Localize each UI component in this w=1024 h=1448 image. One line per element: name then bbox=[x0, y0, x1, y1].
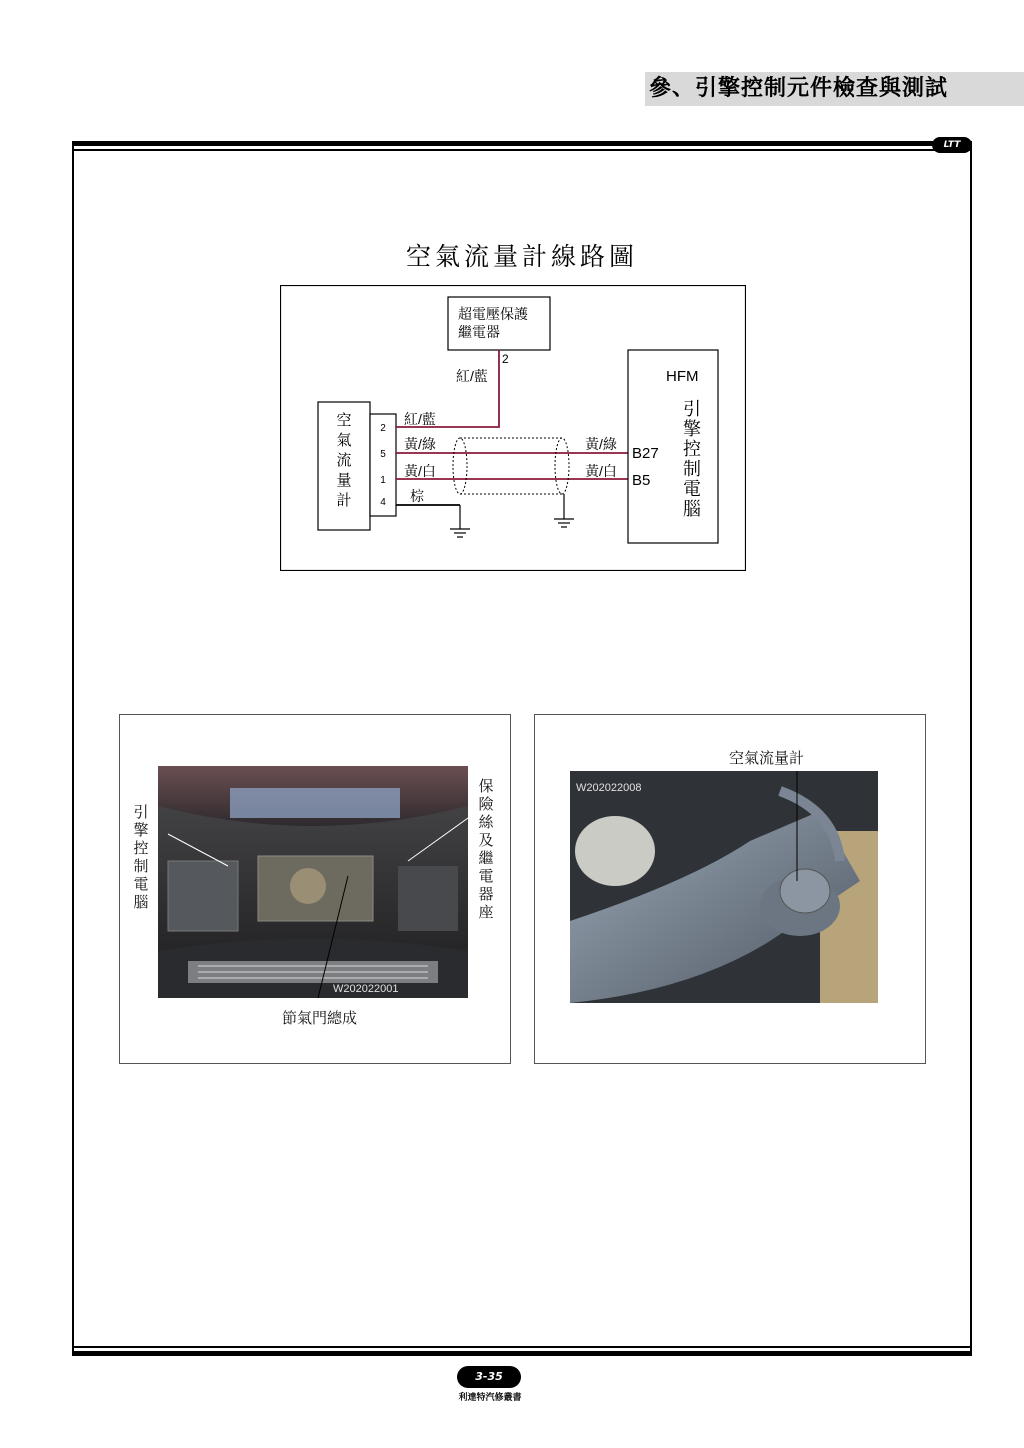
sensor-pin-1: 1 bbox=[380, 475, 386, 486]
ecu-code: HFM bbox=[666, 368, 699, 385]
label-mafs: 空氣流量計 bbox=[729, 749, 805, 767]
mafs-photo bbox=[570, 771, 878, 1003]
ecu-label-char: 擎 bbox=[683, 419, 701, 439]
watermark-left: W202022001 bbox=[333, 983, 399, 995]
label-ecu: 引 擎 控 制 電 腦 bbox=[133, 803, 149, 911]
sensor-pin-5: 5 bbox=[380, 449, 386, 460]
engine-bay-photo bbox=[158, 766, 468, 998]
bottom-rule-thin bbox=[72, 1346, 972, 1348]
relay-label-2: 繼電器 bbox=[458, 324, 500, 340]
frame-left bbox=[72, 146, 74, 1351]
top-rule-thin bbox=[72, 149, 972, 151]
wire-label-pin2: 紅/藍 bbox=[404, 411, 436, 427]
ecu-label-char: 引 bbox=[683, 399, 701, 419]
publisher-name: 利達特汽修叢書 bbox=[458, 1393, 522, 1403]
chapter-title: 參、引擎控制元件檢查與測試 bbox=[645, 72, 1024, 106]
publisher-logo: LTT bbox=[932, 137, 972, 153]
wire-label-pin4: 棕 bbox=[410, 488, 424, 504]
watermark-right: W202022008 bbox=[576, 782, 642, 794]
label-throttle-body: 節氣門總成 bbox=[282, 1009, 358, 1027]
ecu-label-char: 控 bbox=[683, 439, 701, 459]
photo-mafs-frame bbox=[534, 714, 926, 1064]
sensor-label-char: 流 bbox=[336, 452, 352, 469]
wire-label-b5: 黃/白 bbox=[585, 463, 617, 479]
bottom-rule bbox=[72, 1351, 972, 1356]
label-fuse-relay-box: 保 險 絲 及 繼 電 器 座 bbox=[478, 777, 494, 921]
top-rule bbox=[72, 141, 972, 146]
wire-label-pin5: 黃/綠 bbox=[404, 436, 436, 452]
sensor-label-char: 計 bbox=[336, 492, 352, 509]
relay-pin: 2 bbox=[502, 352, 509, 366]
diagram-title: 空氣流量計線路圖 bbox=[405, 242, 638, 271]
sensor-label-char: 空 bbox=[336, 412, 352, 429]
relay-label-1: 超電壓保護 bbox=[458, 306, 528, 322]
wire-label-b27: 黃/綠 bbox=[585, 436, 617, 452]
wiring-diagram bbox=[280, 285, 746, 571]
wire-label-pin1: 黃/白 bbox=[404, 463, 436, 479]
ecu-label-char: 腦 bbox=[683, 499, 701, 519]
page-number: 3-35 bbox=[457, 1366, 521, 1388]
frame-right bbox=[970, 146, 972, 1351]
photo-engine-bay-frame bbox=[119, 714, 511, 1064]
ecu-pin-b5: B5 bbox=[632, 472, 651, 489]
sensor-pin-4: 4 bbox=[380, 497, 386, 508]
wire-label-relay: 紅/藍 bbox=[456, 368, 488, 384]
ecu-pin-b27: B27 bbox=[632, 445, 659, 462]
sensor-pin-2: 2 bbox=[380, 423, 386, 434]
sensor-label-char: 氣 bbox=[336, 432, 352, 449]
ecu-label-char: 電 bbox=[683, 479, 701, 499]
ecu-label-char: 制 bbox=[683, 459, 701, 479]
sensor-label-char: 量 bbox=[336, 472, 352, 489]
